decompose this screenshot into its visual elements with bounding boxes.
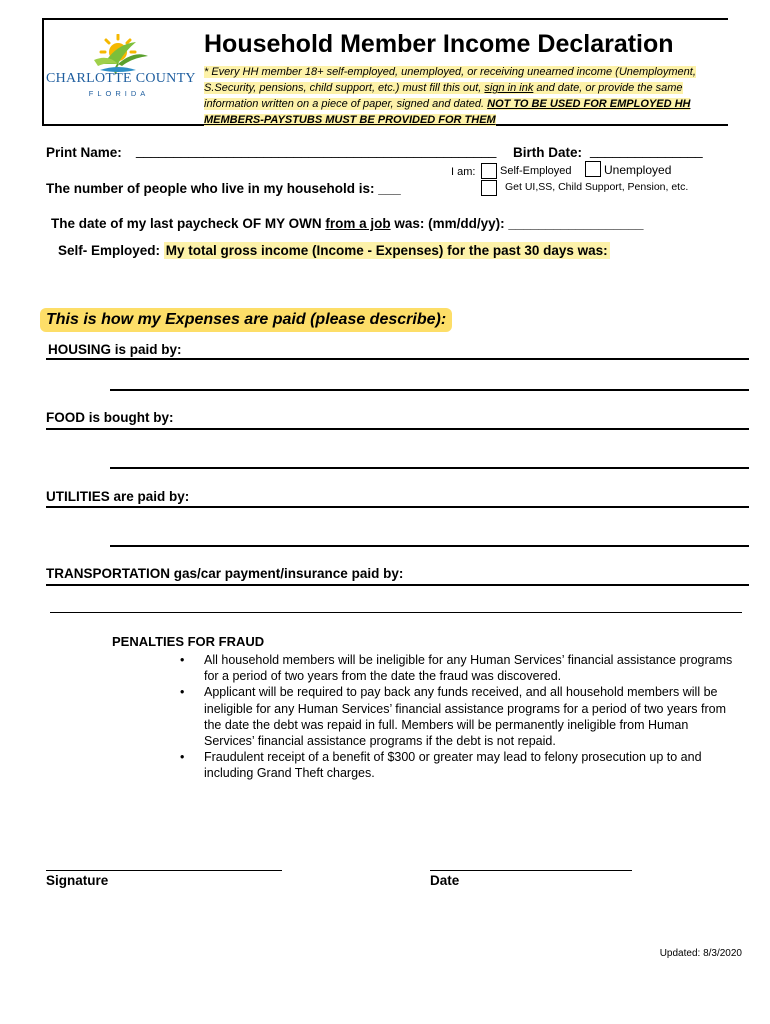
housing-line-2[interactable] — [110, 389, 749, 391]
self-employed-checkbox[interactable] — [481, 163, 497, 179]
date-line[interactable] — [430, 870, 632, 871]
signature-line[interactable] — [46, 870, 282, 871]
updated-date: Updated: 8/3/2020 — [659, 948, 742, 959]
signature-label: Signature — [46, 873, 109, 888]
page-title: Household Member Income Declaration — [204, 30, 674, 58]
header-note-warning: NOT TO BE USED FOR EMPLOYED HH MEMBERS-PAYSTUBS MUST BE PROVIDED FOR THEM — [204, 98, 691, 126]
print-name-label: Print Name: — [46, 145, 122, 160]
unemployed-label: Unemployed — [604, 163, 672, 177]
self-employed-income-prefix: Self- Employed: — [58, 243, 164, 258]
penalties-title: PENALTIES FOR FRAUD — [112, 634, 265, 649]
date-label: Date — [430, 873, 460, 888]
last-paycheck-underlined: from a job — [325, 216, 391, 231]
unearned-income-checkbox[interactable] — [481, 180, 497, 196]
penalty-item: • Applicant will be required to pay back any funds received, and all household members will be ineligible for any Human Services’ financial assistance programs for a period of two years from the date the debt was repaid in full. Members will be permanently ineligible from Human Services’ financial assistance programs if the debt is not repaid. — [176, 684, 736, 749]
self-employed-income-text: My total gross income (Income - Expenses) for the past 30 days was: — [165, 243, 608, 258]
i-am-label: I am: — [451, 166, 476, 178]
transportation-line-2[interactable] — [50, 612, 742, 613]
birth-date-label: Birth Date: — [513, 145, 583, 160]
transportation-line-1[interactable] — [46, 584, 749, 586]
housing-line-1[interactable] — [46, 358, 749, 360]
self-employed-label: Self-Employed — [500, 165, 572, 177]
utilities-label: UTILITIES are paid by: — [46, 489, 190, 504]
last-paycheck-label — [51, 216, 644, 231]
housing-label: HOUSING is paid by: — [48, 342, 182, 357]
penalty-item: • Fraudulent receipt of a benefit of $300 or greater may lead to felony prosecution up to and including Grand Theft charges. — [176, 749, 736, 781]
last-paycheck-suffix: was: (mm/dd/yy): __________________ — [390, 216, 644, 231]
unearned-income-label: Get UI,SS, Child Support, Pension, etc. — [505, 181, 689, 193]
last-paycheck-prefix: The date of my last paycheck OF MY OWN — [51, 216, 326, 231]
header-note-sign: sign in ink — [484, 82, 534, 94]
charlotte-county-logo — [44, 34, 196, 104]
food-label: FOOD is bought by: — [46, 410, 174, 425]
birth-date-field[interactable]: _______________ — [590, 143, 703, 158]
food-line-1[interactable] — [46, 428, 749, 430]
header-note-text: * Every HH member 18+ self-employed, unemployed, or receiving unearned income (Unemployment, S.Security, pensions, child support, etc.) must fill this out, — [204, 66, 696, 94]
penalties-list — [176, 652, 736, 782]
unemployed-checkbox[interactable] — [585, 161, 601, 177]
household-count-label: The number of people who live in my household is: ___ — [46, 181, 401, 196]
self-employed-income-label — [58, 243, 610, 258]
transportation-label: TRANSPORTATION gas/car payment/insurance paid by: — [46, 566, 404, 581]
food-line-2[interactable] — [110, 467, 749, 469]
print-name-field[interactable]: ________________________________________________ — [136, 143, 497, 158]
penalty-item: • All household members will be ineligible for any Human Services’ financial assistance programs for a period of two years from the date the fraud was discovered. — [176, 652, 736, 684]
logo-state-name: FLORIDA — [88, 89, 150, 98]
utilities-line-1[interactable] — [46, 506, 749, 508]
header-note-text-2: and date, or provide the same information written on a piece of paper, signed and dated. — [204, 82, 683, 110]
utilities-line-2[interactable] — [110, 545, 749, 547]
header-note — [204, 64, 730, 128]
expenses-section-title: This is how my Expenses are paid (please describe): — [40, 308, 452, 332]
logo-county-name: CHARLOTTE COUNTY — [46, 71, 196, 86]
